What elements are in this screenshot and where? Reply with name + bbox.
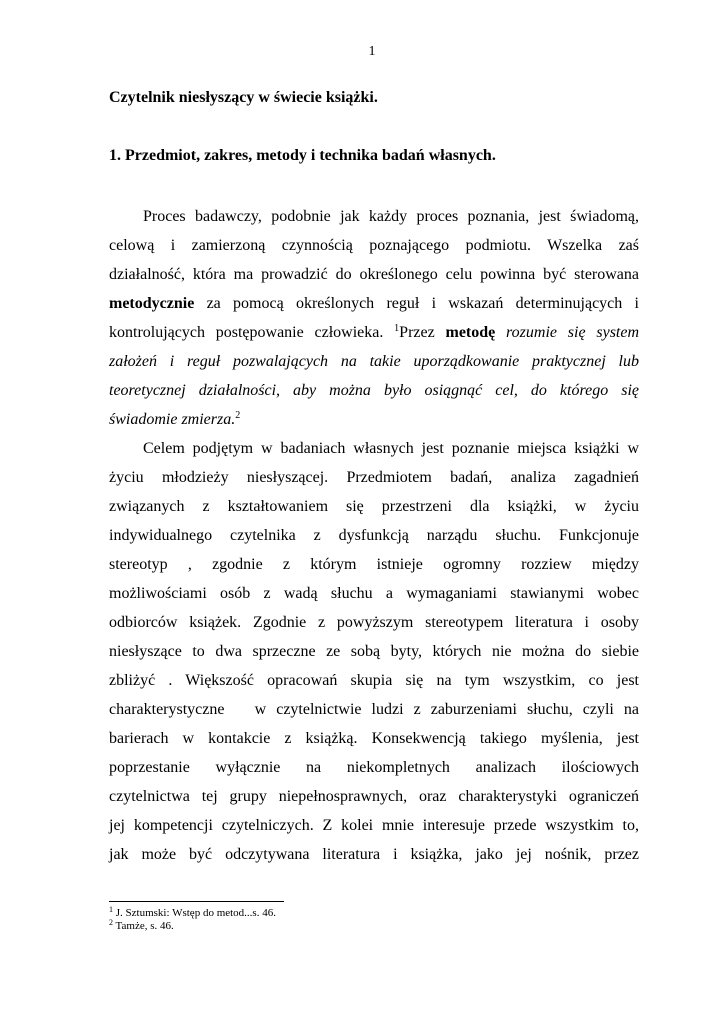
- text-line: charakterystyczne w czytelnictwie ludzi z zaburzeniami słuchu, czyli na: [109, 701, 639, 718]
- footnote: $^2$ Tamże, s. 46.: [109, 918, 174, 932]
- text-line: działalność, która ma prowadzić do określonego celu powinna być sterowana: [109, 266, 639, 283]
- page-number: 1: [368, 44, 376, 59]
- text-line: życiu młodzieży niesłyszącej. Przedmiotem badań, analiza zagadnień: [109, 469, 639, 486]
- text-line: metodycznie za pomocą określonych reguł i wskazań determinujących i: [109, 295, 639, 312]
- footnote: $^1$ J. Sztumski: Wstęp do metod...s. 46.: [109, 905, 276, 919]
- text-line: celową i zamierzoną czynnością poznającego podmiotu. Wszelka zaś: [109, 237, 639, 254]
- text-line: teoretycznej działalności, aby można było osiągnąć cel, do którego się: [109, 382, 639, 399]
- text-line: jak może być odczytywana literatura i książka, jako jej nośnik, przez: [109, 846, 639, 863]
- text-line: kontrolujących postępowanie człowieka. $^1$Przez metodę rozumie się system: [109, 323, 640, 341]
- document-title: Czytelnik niesłyszący w świecie książki.: [109, 89, 378, 106]
- footnote-ref: 1: [394, 323, 400, 334]
- text-line: odbiorców książek. Zgodnie z powyższym stereotypem literatura i osoby: [109, 614, 639, 631]
- text-line: niesłyszące to dwa sprzeczne ze sobą byty, których nie można do siebie: [109, 643, 639, 660]
- text-line: związanych z kształtowaniem się przestrzeni dla książki, w życiu: [109, 498, 639, 515]
- footnote-mark: 2: [109, 918, 113, 927]
- text-line: świadomie zmierza.$^2$: [109, 410, 241, 428]
- text-line: założeń i reguł pozwalających na takie uporządkowanie praktycznej lub: [109, 353, 639, 370]
- text-line: czytelnictwa tej grupy niepełnosprawnych, oraz charakterystyki ograniczeń: [109, 788, 639, 805]
- text-line: zbliżyć . Większość opracowań skupia się na tym wszystkim, co jest: [109, 672, 639, 689]
- footnote-mark: 1: [109, 905, 113, 914]
- text-line: Celem podjętym w badaniach własnych jest poznanie miejsca książki w: [143, 440, 639, 457]
- text-line: stereotyp , zgodnie z którym istnieje ogromny rozziew między: [109, 556, 639, 573]
- bold-term: metodycznie: [109, 295, 195, 312]
- text-line: poprzestanie wyłącznie na niekompletnych analizach ilościowych: [109, 759, 639, 776]
- text-line: barierach w kontakcie z książką. Konsekwencją takiego myślenia, jest: [109, 730, 639, 747]
- text-line: jej kompetencji czytelniczych. Z kolei mnie interesuje przede wszystkim to,: [109, 817, 639, 834]
- footnote-separator: [109, 901, 284, 902]
- footnote-ref: 2: [235, 410, 241, 421]
- section-heading: 1. Przedmiot, zakres, metody i technika badań własnych.: [109, 147, 496, 164]
- text-line: Proces badawczy, podobnie jak każdy proces poznania, jest świadomą,: [143, 208, 639, 225]
- text-line: możliwościami osób z wadą słuchu a wymaganiami stawianymi wobec: [109, 585, 639, 602]
- text-line: indywidualnego czytelnika z dysfunkcją narządu słuchu. Funkcjonuje: [109, 527, 639, 544]
- body-text: [109, 202, 639, 869]
- footnotes: [109, 907, 276, 933]
- bold-term: metodę: [445, 324, 496, 341]
